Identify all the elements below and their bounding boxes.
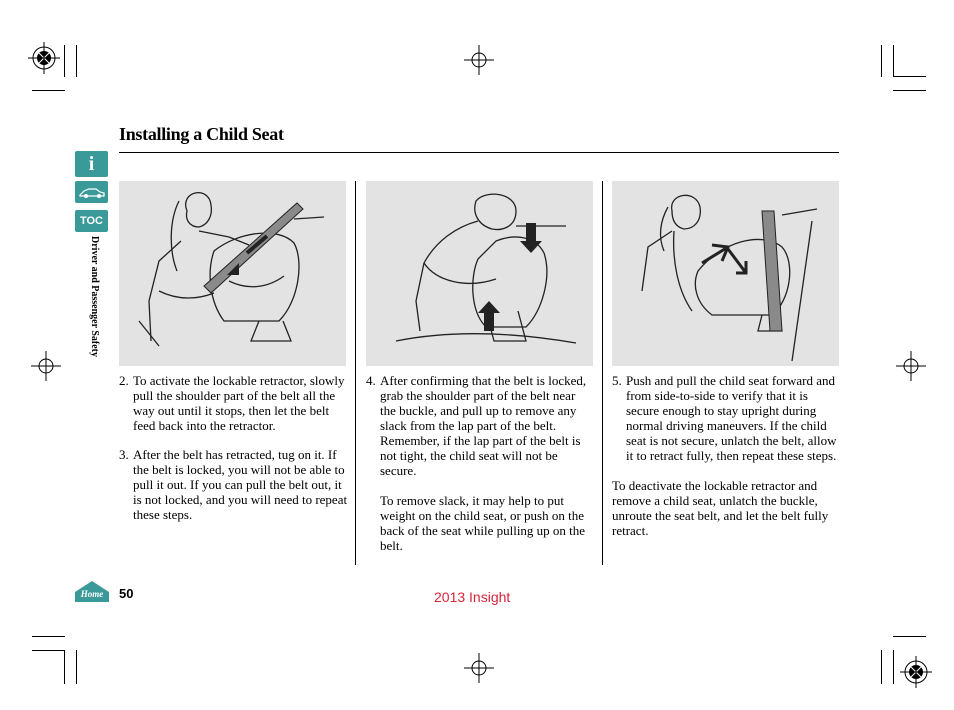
column-3-text (612, 373, 838, 538)
crop-mark (64, 650, 65, 684)
step-item (366, 373, 592, 478)
child-seat-illustration (366, 181, 593, 366)
vehicle-index-button[interactable] (75, 181, 108, 203)
home-icon (74, 580, 110, 604)
crop-mark (76, 650, 77, 684)
step-text: To activate the lockable retractor, slowly pull the shoulder part of the belt all the way out until it stops, then let the belt feed back into the retractor. (133, 373, 345, 433)
info-button[interactable] (75, 151, 108, 177)
step-number: 2. (119, 373, 129, 388)
column-divider (602, 181, 603, 565)
column-1-text (119, 373, 349, 522)
registration-mark (900, 656, 932, 688)
registration-mark (28, 42, 60, 74)
crop-mark (881, 650, 882, 684)
registration-mark (464, 45, 494, 75)
page-number: 50 (119, 586, 134, 601)
step-text: After the belt has retracted, tug on it. If the belt is locked, you will not be able to pull it out. If you can pull the belt out, it is not locked, and you will need to repeat these steps. (133, 447, 348, 522)
note-paragraph: To deactivate the lockable retractor and remove a child seat, unlatch the buckle, unroute the seat belt, and let the belt fully retract. (612, 478, 829, 538)
child-seat-illustration (119, 181, 346, 366)
crop-mark (32, 636, 65, 637)
crop-mark (881, 45, 882, 77)
crop-mark (64, 45, 65, 77)
crop-mark (893, 45, 894, 77)
crop-mark (32, 650, 65, 651)
column-divider (355, 181, 356, 565)
crop-mark (893, 636, 926, 637)
home-button[interactable] (74, 580, 110, 609)
toc-button[interactable]: TOC (75, 210, 108, 232)
title-rule (119, 152, 839, 153)
step-item (119, 373, 349, 433)
illustration-panel (612, 181, 839, 366)
crop-mark (76, 45, 77, 77)
crop-mark (893, 76, 926, 77)
note-paragraph: To remove slack, it may help to put weight on the child seat, or push on the back of the seat while pulling up on the belt. (380, 493, 586, 553)
crop-mark (32, 90, 65, 91)
step-number: 3. (119, 447, 129, 462)
section-label: Driver and Passenger Safety (89, 236, 100, 358)
step-text: After confirming that the belt is locked, grab the shoulder part of the belt near the buckle, and pull up to remove any slack from the lap part of the belt. Remember, if the lap part of the belt is not tight, the child seat will not be secure. (380, 373, 587, 478)
step-number: 4. (366, 373, 376, 388)
info-icon: i (88, 152, 95, 175)
step-item (612, 373, 838, 463)
step-item (119, 447, 349, 522)
step-number: 5. (612, 373, 622, 388)
illustration-panel (366, 181, 593, 366)
home-label: Home (80, 589, 104, 599)
car-icon (78, 185, 106, 199)
step-text: Push and pull the child seat forward and from side-to-side to verify that it is secure enough to stay upright during normal driving maneuvers. If the child seat is not secure, unlatch the belt, allow it to retract fully, then repeat these steps. (626, 373, 837, 463)
crop-mark (893, 650, 894, 684)
registration-mark (31, 351, 61, 381)
crop-mark (893, 90, 926, 91)
illustration-panel (119, 181, 346, 366)
registration-mark (464, 653, 494, 683)
page-title: Installing a Child Seat (119, 124, 284, 144)
model-footer: 2013 Insight (434, 589, 511, 605)
column-2-text (366, 373, 592, 553)
registration-mark (896, 351, 926, 381)
child-seat-illustration (612, 181, 839, 366)
